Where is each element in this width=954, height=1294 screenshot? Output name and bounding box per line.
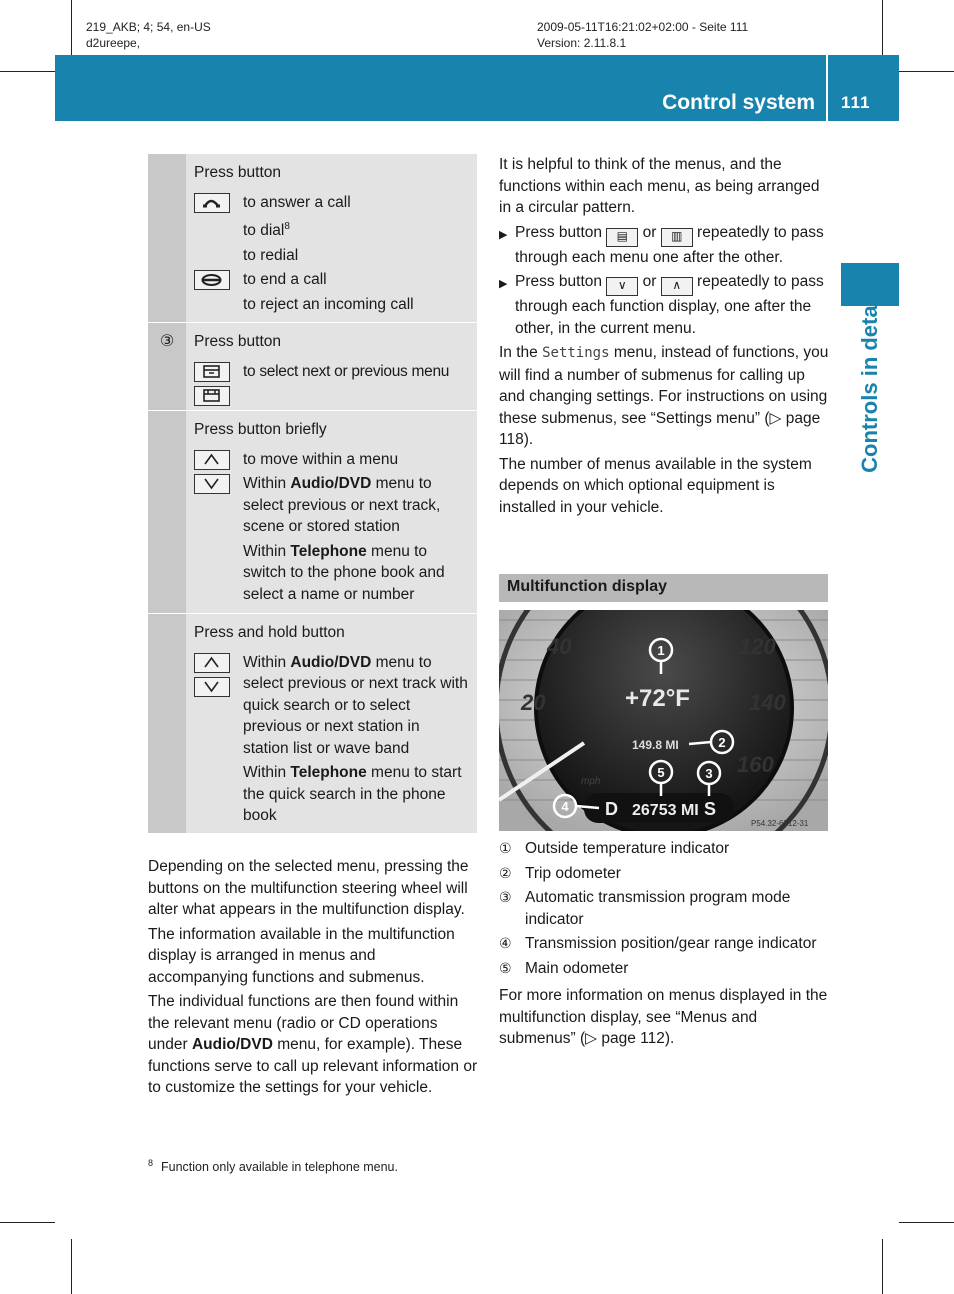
table-row [148,323,477,411]
paragraph: The information available in the multifunction display is arranged in menus and accompanying functions and submenus. [148,925,455,986]
header-divider [826,55,828,121]
menu-name: Audio/DVD [290,475,372,492]
menu-name: Telephone [290,542,367,560]
page-number: 111 [841,93,871,112]
paragraph: It is helpful to think of the menus, and the functions within each menu, as being arranged in a circular pattern. [499,156,820,216]
bullet-arrow-icon: ▶ [499,228,508,241]
function-text: to dial [243,222,285,240]
crop-mark [71,1239,72,1294]
meta-line: 2009-05-11T16:21:02+02:00 - Seite 111 [537,20,749,34]
instruction-step: ▶ Press button ▤ or ▥ repeatedly to pass through each menu one after the other. [499,222,830,269]
crop-mark [899,1222,954,1223]
row-heading: Press button [194,333,282,350]
end-call-icon [194,270,230,290]
paragraph: The number of menus available in the system depends on which optional equipment is installed in your vehicle. [499,455,812,516]
speed-label: 140 [749,690,786,715]
crop-mark [0,71,55,72]
arrow-up-icon: ∧ [661,277,693,296]
callout-number: 5 [657,765,665,780]
menu-name: Audio/DVD [290,653,372,671]
paragraph: In the Settings menu, instead of functions, you will find a number of submenus for calling up and changing settings. For instructions on using these submenus, see “Settings menu” (▷ page 118). [499,344,829,448]
callout-number: 4 [561,799,569,814]
section-heading: Multifunction display [507,578,667,595]
row-heading: Press and hold button [194,624,345,641]
function-text: to answer a call [243,193,351,211]
crop-mark [71,0,72,55]
instrument-cluster-figure [499,610,828,831]
footnote-mark: 8 [148,1158,154,1168]
row-number: ③ [148,323,186,410]
menu-next-icon [194,362,230,382]
crop-mark [899,71,954,72]
legend-item: ④ Transmission position/gear range indicator [499,935,817,952]
arrow-down-icon: ∨ [606,277,638,296]
arrow-up-icon [194,450,230,470]
callout-number: 1 [657,643,665,658]
chapter-label: Controls in detail [857,293,882,473]
arrow-up-icon [194,653,230,673]
row-heading: Press button [194,164,282,181]
row-body: Press button briefly to move within a menu Within Audio/DVD menu to select previous or next track, scene or stored station Within Telephone menu to switch to the phone book and select a name or number [186,411,477,613]
footnote-ref: 8 [284,221,290,232]
print-meta-right [537,19,748,51]
arrow-down-icon [194,677,230,697]
menu-previous-icon: ▥ [661,228,693,247]
meta-line: 219_AKB; 4; 54, en-US [86,20,211,34]
figure-reference: P54.32-6712-31 [751,819,809,828]
main-odometer: 26753 MI [632,802,699,819]
function-text: to select next or previous menu [243,362,450,380]
footnote-text: Function only available in telephone menu. [161,1160,398,1175]
menu-next-icon: ▤ [606,228,638,247]
legend-item: ③ Automatic transmission program mode indicator [499,889,791,928]
legend-item: ⑤ Main odometer [499,959,629,977]
crop-mark [882,0,883,55]
speed-label: 160 [737,752,774,777]
paragraph: For more information on menus displayed in the multifunction display, see “Menus and submenus” (▷ page 112). [499,987,828,1047]
button-function-table [148,154,477,833]
program-mode: S [704,799,717,819]
row-body [186,154,477,322]
function-text: to reject an incoming call [243,295,414,313]
cluster-image [499,610,828,831]
row-number [148,411,186,613]
arrow-down-icon [194,474,230,494]
gear-indicator: D [605,799,618,819]
instruction-step: ▶ Press button ∨ or ∧ repeatedly to pass through each function display, one after the other, in the current menu. [499,271,830,339]
row-number [148,154,186,322]
function-text: to move within a menu [243,450,399,468]
section-heading-bar [499,574,828,602]
row-number [148,614,186,833]
print-meta-left [86,19,211,51]
legend-item: ① Outside temperature indicator [499,840,730,857]
table-row [148,411,477,614]
right-body-text [499,154,830,521]
meta-line: d2ureepe, [86,36,141,50]
speed-label: 40 [547,634,572,659]
bullet-arrow-icon: ▶ [499,278,508,290]
meta-line: Version: 2.11.8.1 [537,36,627,50]
outside-temperature: +72°F [625,685,690,712]
trip-odometer: 149.8 MI [632,738,679,752]
paragraph: Depending on the selected menu, pressing the buttons on the multifunction steering wheel will alter what appears in the multifunction display. [148,858,469,918]
answer-call-icon [194,193,230,213]
figure-legend [499,838,828,1050]
row-body: Press and hold button Within Audio/DVD menu to select previous or next track with quick search or to select previous or next station in station list or wave band Within Telephone menu to start the quick search in the phone book [186,614,477,833]
crop-mark [882,1239,883,1294]
callout-number: 2 [718,735,726,750]
header-bar [55,55,899,121]
menu-previous-icon [194,386,230,406]
function-text: to end a call [243,271,327,289]
callout-number: 3 [705,766,713,781]
row-heading: Press button briefly [194,421,327,438]
left-body-text [148,856,479,1102]
paragraph: The individual functions are then found within the relevant menu (radio or CD operations under Audio/DVD menu, for example). These functions serve to call up relevant information or to customize the settings for your vehicle. [148,993,478,1096]
speed-label: 120 [739,634,776,659]
page-title: Control system [662,91,815,114]
footnote [148,1158,398,1174]
crop-mark [0,1222,55,1223]
table-row [148,614,477,833]
unit-label: mph [581,776,601,787]
menu-name: Telephone [290,764,367,781]
function-text: to redial [243,246,299,264]
row-body [186,323,477,410]
table-row [148,154,477,323]
legend-item: ② Trip odometer [499,864,621,882]
speed-label: 20 [521,690,546,715]
